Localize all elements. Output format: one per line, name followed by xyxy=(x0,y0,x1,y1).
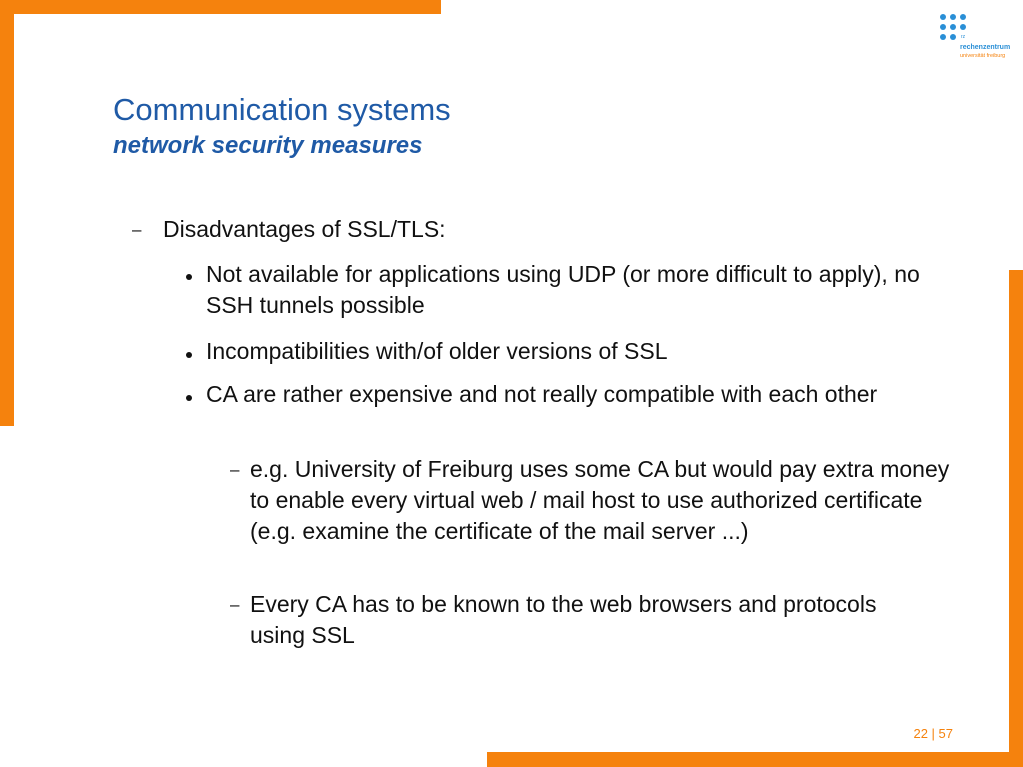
logo-name: rechenzentrum xyxy=(960,44,1011,51)
slide-title: Communication systems xyxy=(113,92,451,127)
section-heading: Disadvantages of SSL/TLS: xyxy=(163,216,446,242)
bullet-item: Not available for applications using UDP (or more difficult to apply), no SSH tunnels possible xyxy=(206,261,920,318)
slide-subtitle: network security measures xyxy=(113,132,423,159)
bottom-accent-bar xyxy=(487,752,1023,767)
page-number: 22 | 57 xyxy=(913,726,953,741)
level3-dash-marker: – xyxy=(230,460,240,479)
logo-dots-icon xyxy=(940,14,970,44)
logo-rz-mark: rz xyxy=(961,34,966,40)
sub-item: Every CA has to be known to the web browsers and protocols using SSL xyxy=(250,591,877,648)
bullet-marker xyxy=(186,352,192,358)
left-accent-bar xyxy=(0,0,14,426)
bullet-marker xyxy=(186,274,192,280)
sub-item: e.g. University of Freiburg uses some CA but would pay extra money to enable every virtual web / mail host to use authorized certificate (e.g. examine the certificate of the mail server ...) xyxy=(250,456,950,544)
level3-dash-marker: – xyxy=(230,595,240,614)
rechenzentrum-logo xyxy=(940,14,1010,64)
bullet-marker xyxy=(186,395,192,401)
logo-university: universität freiburg xyxy=(960,53,1006,59)
bullet-item: Incompatibilities with/of older versions of SSL xyxy=(206,338,668,364)
level1-dash-marker: – xyxy=(132,220,142,239)
bullet-item: CA are rather expensive and not really compatible with each other xyxy=(206,381,878,407)
top-accent-bar xyxy=(0,0,441,14)
right-accent-bar xyxy=(1009,270,1023,767)
